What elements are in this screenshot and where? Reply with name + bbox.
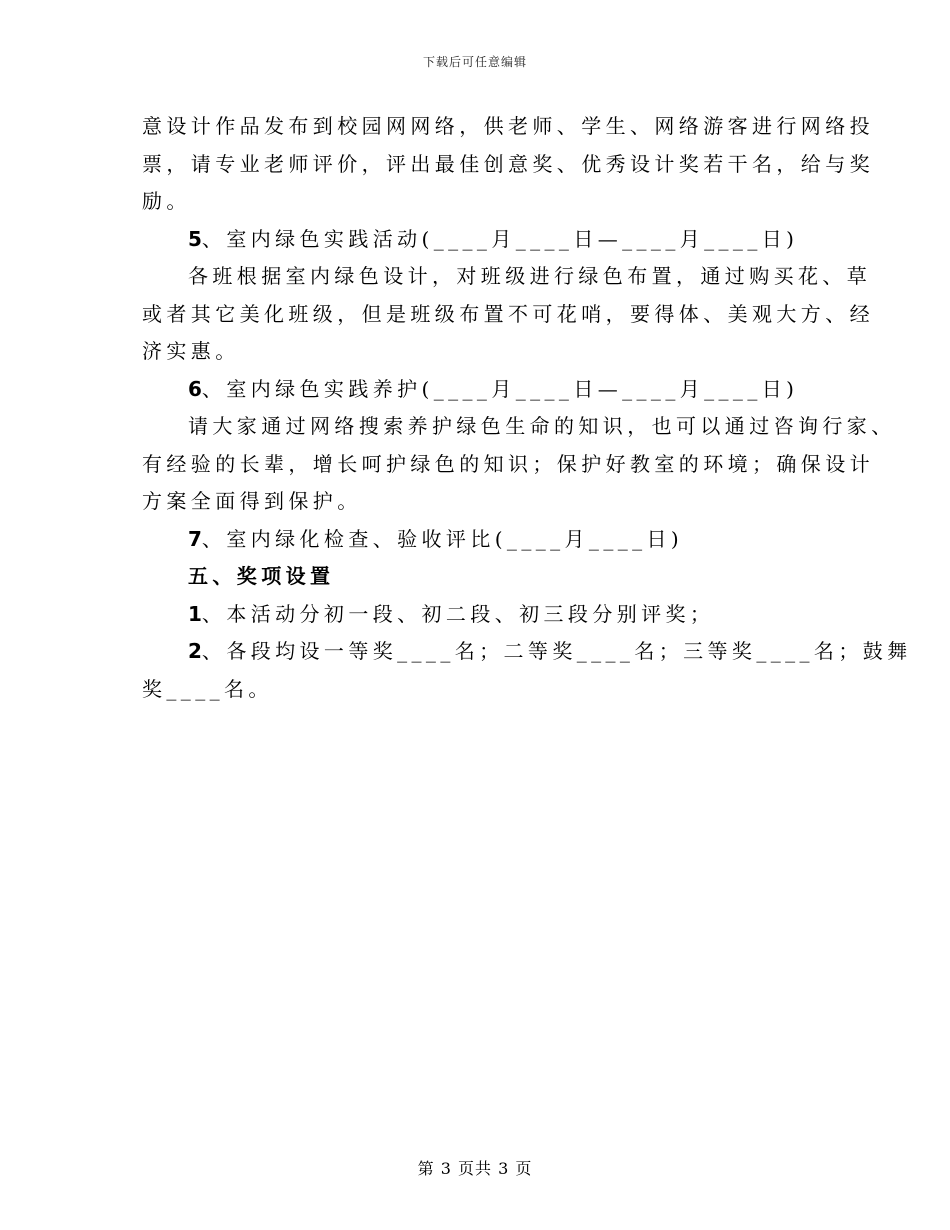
paragraph-line: 济实惠。 <box>142 339 240 363</box>
list-number: 2 <box>188 639 202 663</box>
list-item-6 <box>142 371 812 409</box>
paragraph-line: 票，请专业老师评价，评出最佳创意奖、优秀设计奖若干名，给与奖 <box>142 151 874 176</box>
list-item-5 <box>142 221 812 259</box>
paragraph-line: 方案全面得到保护。 <box>142 489 362 513</box>
list-item-text: 、室内绿化检查、验收评比(____月____日) <box>201 526 684 551</box>
paragraph-line: 有经验的长辈，增长呵护绿色的知识；保护好教室的环境；确保设计 <box>142 451 874 476</box>
list-number: 6 <box>188 376 202 401</box>
document-body <box>142 108 912 708</box>
paragraph-line: 励。 <box>142 189 191 213</box>
paragraph-line: 请大家通过网络搜索养护绿色生命的知识，也可以通过咨询行家、 <box>188 414 896 438</box>
list-item-text: 、各段均设一等奖____名；二等奖____名；三等奖____名；鼓舞 <box>201 639 912 663</box>
list-item-text: 、室内绿色实践养护(____月____日—____月____日) <box>201 376 799 401</box>
award-item-2 <box>142 633 912 671</box>
award-item-1 <box>142 596 812 634</box>
page-header: 下载后可任意编辑 <box>422 55 527 69</box>
paragraph-line: 意设计作品发布到校园网网络，供老师、学生、网络游客进行网络投 <box>142 114 874 138</box>
list-item-7 <box>142 521 812 559</box>
list-item-text: 、本活动分初一段、初二段、初三段分别评奖； <box>201 601 715 626</box>
paragraph-line: 奖____名。 <box>142 676 273 701</box>
paragraph-line: 各班根据室内绿色设计，对班级进行绿色布置，通过购买花、草 <box>188 264 872 288</box>
list-number: 5 <box>188 226 202 251</box>
list-number: 7 <box>188 526 202 551</box>
list-number: 1 <box>188 601 202 626</box>
page-footer: 第 3 页共 3 页 <box>417 1159 533 1178</box>
section-heading: 五、奖项设置 <box>188 564 335 588</box>
list-item-text: 、室内绿色实践活动(____月____日—____月____日) <box>201 226 799 251</box>
paragraph-line: 或者其它美化班级，但是班级布置不可花哨，要得体、美观大方、经 <box>142 301 874 326</box>
